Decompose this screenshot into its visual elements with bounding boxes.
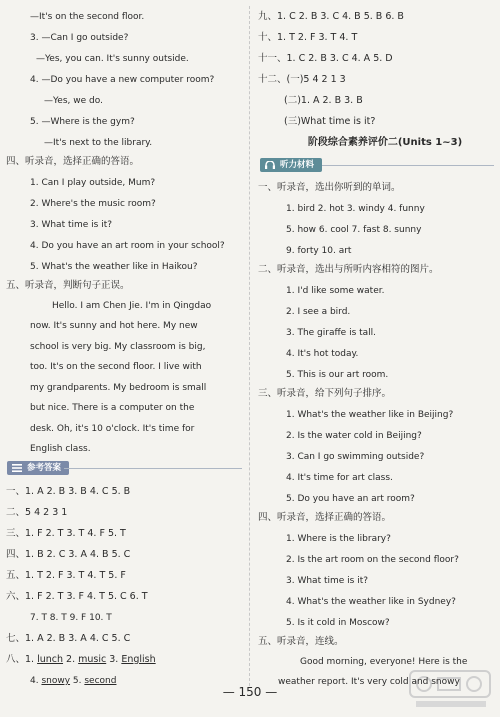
answer-line-8b: 4. snowy 5. second [30,676,117,686]
right-text-line: 2. Is the art room on the second floor? [286,555,459,565]
right-text-line: 2. I see a bird. [286,307,351,317]
answer-8-sep-2: 3. [106,654,122,665]
left-text-line: too. It's on the second floor. I live with [30,362,202,372]
left-text-line: but nice. There is a computer on the [30,403,195,413]
left-text-line: 三、1. F 2. T 3. T 4. F 5. T [6,528,126,539]
left-text-line: Hello. I am Chen Jie. I'm in Qingdao [52,301,212,311]
left-text-line: now. It's sunny and hot here. My new [30,321,198,331]
right-text-line: Good morning, everyone! Here is the [300,657,468,667]
answer-8-prefix: 八、1. [6,654,38,665]
left-text-line: 1. Can I play outside, Mum? [30,178,156,188]
answers-badge [7,461,69,475]
headphones-icon [265,161,275,169]
left-text-line: 4. —Do you have a new computer room? [30,75,215,85]
answer-8-word-3: English [121,654,156,665]
answer-8-word-1: lunch [37,654,64,665]
left-text-line: 七、1. A 2. B 3. A 4. C 5. C [6,633,131,644]
listening-badge-label: 听力材料 [280,160,315,170]
right-text-line: 一、听录音，选出你听到的单词。 [258,182,401,193]
right-text-line: 5. This is our art room. [286,370,389,380]
right-text-line: weather report. It's very cold and snowy [278,677,460,687]
right-text-line: 三、听录音，给下列句子排序。 [258,388,392,399]
left-text-line: English class. [30,444,91,454]
left-text-line: 3. What time is it? [30,220,113,230]
right-text-line: 九、1. C 2. B 3. C 4. B 5. B 6. B [258,11,404,22]
right-text-line: 1. Where is the library? [286,534,391,544]
right-text-line: 五、听录音，连线。 [258,636,344,647]
left-text-line: 五、1. T 2. F 3. T 4. T 5. F [6,570,126,581]
left-text-line: —Yes, you can. It's sunny outside. [36,54,189,64]
left-text-line: 5. —Where is the gym? [30,117,135,127]
right-text-line: 5. Is it cold in Moscow? [286,618,390,628]
right-text-line: 1. I'd like some water. [286,286,385,296]
left-text-line: 7. T 8. T 9. F 10. T [30,613,112,623]
left-text-line: 四、听录音，选择正确的答语。 [6,156,140,167]
left-text-line: 一、1. A 2. B 3. B 4. C 5. B [6,486,131,497]
right-text-line: 1. What's the weather like in Beijing? [286,410,454,420]
right-text-line: 4. What's the weather like in Sydney? [286,597,456,607]
right-text-line: (三)What time is it? [284,116,376,127]
right-text-line: 二、听录音，选出与所听内容相符的图片。 [258,264,439,275]
answer-8b-word-2: second [84,676,117,686]
left-text-line: school is very big. My classroom is big, [30,342,206,352]
right-text-line: (二)1. A 2. B 3. B [284,95,363,106]
left-text-line: 二、5 4 2 3 1 [6,507,68,518]
right-text-line: 2. Is the water cold in Beijing? [286,431,422,441]
left-text-line: —It's next to the library. [44,138,153,148]
answers-badge-label: 参考答案 [27,463,62,473]
answer-8b-word-1: snowy [41,676,71,686]
left-text-line: my grandparents. My bedroom is small [30,383,207,393]
answer-8-word-2: music [78,654,107,665]
right-text-line: 5. Do you have an art room? [286,494,415,504]
listening-badge [260,158,322,172]
left-text-line: desk. Oh, it's 10 o'clock. It's time for [30,424,195,434]
section-title: 阶段综合素养评价二(Units 1~3) [307,137,463,148]
answer-8-sep-1: 2. [63,654,79,665]
page-number: — 150 — [222,685,278,699]
left-text-line: 2. Where's the music room? [30,199,156,209]
right-text-line: 十、1. T 2. F 3. T 4. T [258,32,358,43]
right-text-line: 9. forty 10. art [286,246,352,256]
right-text-line: 1. bird 2. hot 3. windy 4. funny [286,204,425,214]
right-text-line: 3. The giraffe is tall. [286,328,377,338]
list-icon [12,464,22,472]
left-text-line: 5. What's the weather like in Haikou? [30,262,198,272]
left-text-line: 4. Do you have an art room in your school? [30,241,225,251]
answer-line-8 [6,654,156,666]
left-text-line: —Yes, we do. [44,96,103,106]
left-text-line: 四、1. B 2. C 3. A 4. B 5. C [6,549,131,560]
left-text-line: 五、听录音，判断句子正误。 [6,280,130,291]
right-text-line: 十一、1. C 2. B 3. C 4. A 5. D [258,53,393,64]
right-text-line: 四、听录音，选择正确的答语。 [258,512,392,523]
watermark-logo [408,667,494,711]
right-text-line: 4. It's hot today. [286,349,359,359]
column-divider [249,6,250,686]
right-text-line: 5. how 6. cool 7. fast 8. sunny [286,225,422,235]
left-text-line: 六、1. F 2. T 3. F 4. T 5. C 6. T [6,591,148,602]
right-text-line: 3. What time is it? [286,576,369,586]
left-text-line: —It's on the second floor. [30,12,145,22]
right-text-line: 十二、(一)5 4 2 1 3 [258,74,346,85]
answers-badge-rule [64,468,242,469]
left-text-line: 3. —Can I go outside? [30,33,129,43]
listening-badge-rule [322,165,494,166]
right-text-line: 4. It's time for art class. [286,473,393,483]
right-text-line: 3. Can I go swimming outside? [286,452,425,462]
